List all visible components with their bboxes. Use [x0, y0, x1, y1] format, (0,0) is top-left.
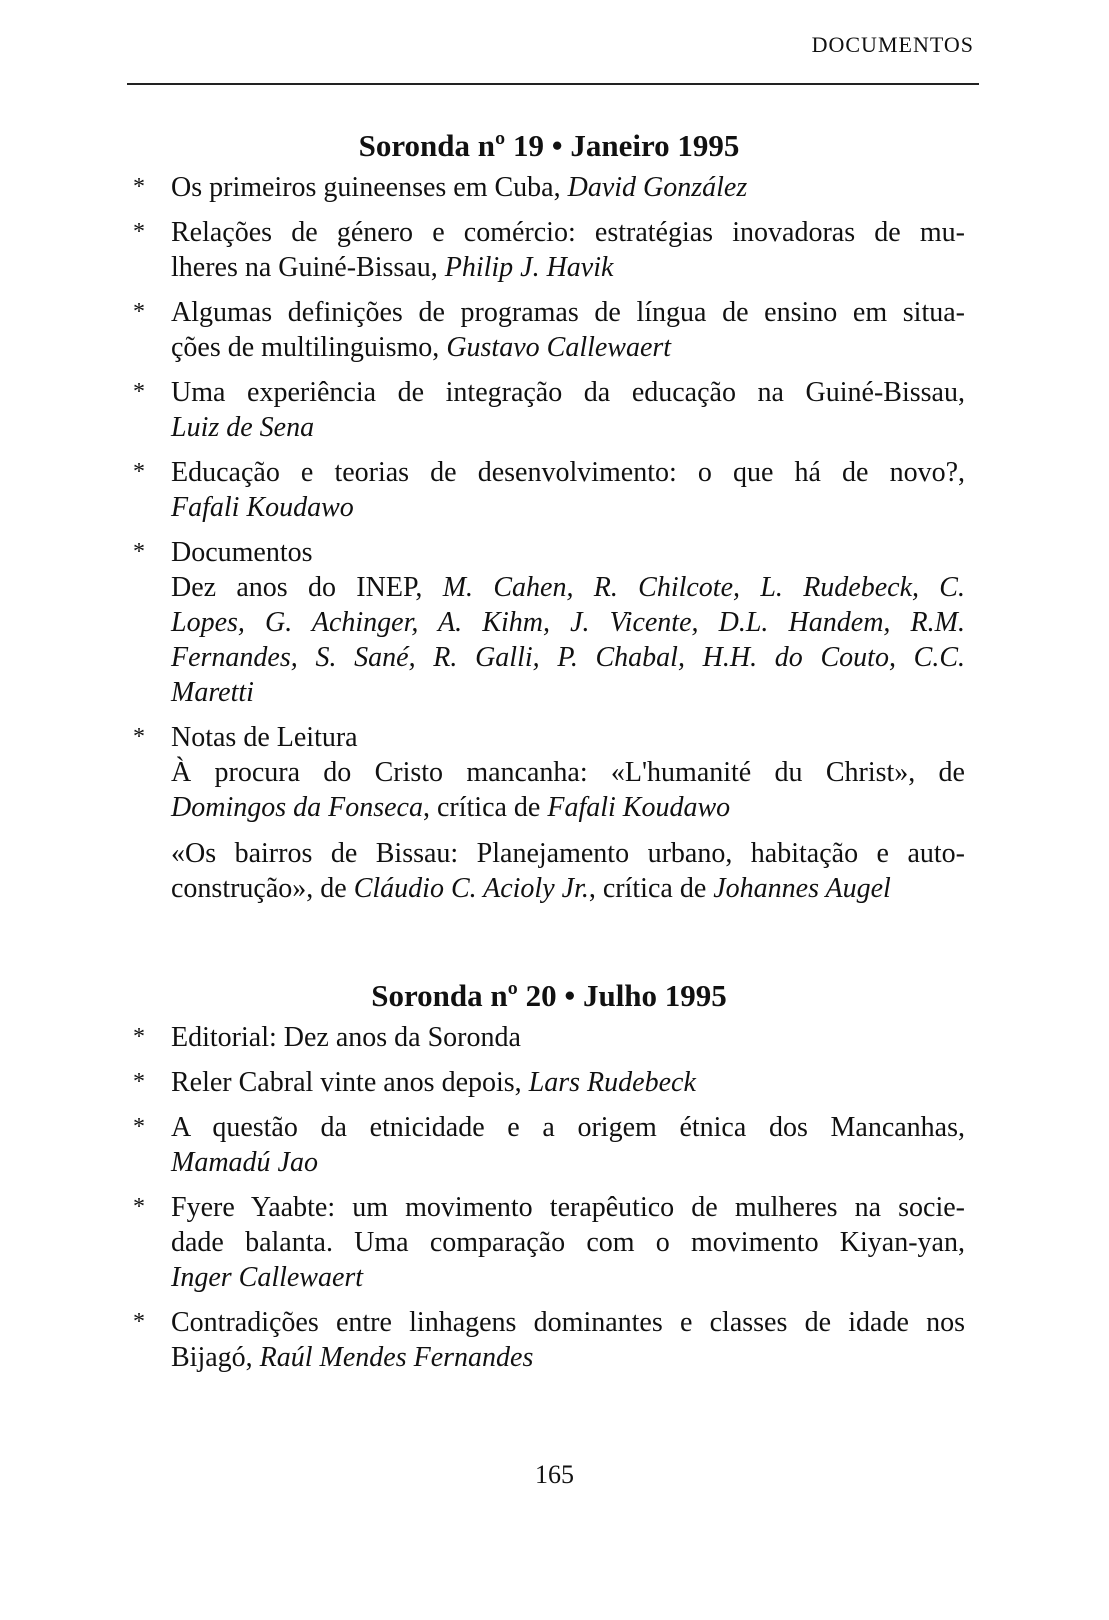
article-title: Editorial: Dez anos da Soronda	[171, 1022, 521, 1053]
text-line	[171, 871, 965, 906]
text-line	[171, 1305, 965, 1340]
author-name: Philip J. Havik	[444, 252, 614, 283]
asterisk-bullet-icon: *	[133, 1024, 145, 1050]
text-line	[171, 640, 965, 675]
author-name: Maretti	[171, 677, 254, 708]
author-name: Fafali Koudawo	[547, 792, 731, 823]
author-name: Domingos da Fonseca	[171, 792, 423, 823]
text-line	[171, 790, 965, 825]
asterisk-bullet-icon: *	[133, 379, 145, 405]
article-title: Contradições entre linhagens dominantes e classes de idade nos	[171, 1307, 965, 1338]
list-item	[133, 295, 965, 365]
article-title: ções de multilinguismo,	[171, 332, 447, 363]
article-title: Os primeiros guineenses em Cuba,	[171, 172, 568, 203]
article-title: Documentos	[171, 537, 313, 568]
article-title: «Os bairros de Bissau: Planejamento urbano, habitação e auto-	[171, 838, 965, 869]
text-line	[171, 490, 965, 525]
author-name: Fernandes, S. Sané, R. Galli, P. Chabal, H.H. do Couto, C.C.	[171, 642, 965, 673]
text-line	[171, 755, 965, 790]
text-line	[171, 1110, 965, 1145]
text-line	[171, 1145, 965, 1180]
text-line	[171, 675, 965, 710]
author-name: Mamadú Jao	[171, 1147, 318, 1178]
author-name: Raúl Mendes Fernandes	[259, 1342, 534, 1373]
asterisk-bullet-icon: *	[133, 1069, 145, 1095]
list-item	[133, 535, 965, 710]
text-line	[171, 1190, 965, 1225]
author-name: Gustavo Callewaert	[446, 332, 672, 363]
text-line	[171, 535, 965, 570]
text-line	[171, 720, 965, 755]
article-title: , crítica de	[422, 792, 548, 823]
list-item	[133, 720, 965, 906]
text-line	[171, 410, 965, 445]
list-item	[133, 375, 965, 445]
issue-title: Soronda nº 20 • Julho 1995	[371, 978, 727, 1013]
text-line	[171, 170, 965, 205]
article-title: Bijagó,	[171, 1342, 260, 1373]
asterisk-bullet-icon: *	[133, 219, 145, 245]
article-title: Uma experiência de integração da educação na Guiné-Bissau,	[171, 377, 965, 408]
list-item	[133, 1020, 965, 1055]
article-title: A questão da etnicidade e a origem étnica dos Mancanhas,	[171, 1112, 965, 1143]
text-line	[171, 836, 965, 871]
article-title: Algumas definições de programas de língua de ensino em situa-	[171, 297, 965, 328]
text-line	[171, 375, 965, 410]
article-title: Notas de Leitura	[171, 722, 358, 753]
text-line	[171, 1020, 965, 1055]
article-title: Dez anos do INEP,	[171, 572, 443, 603]
text-line	[171, 295, 965, 330]
text-line	[171, 455, 965, 490]
asterisk-bullet-icon: *	[133, 724, 145, 750]
article-title: Fyere Yaabte: um movimento terapêutico de mulheres na socie-	[171, 1192, 965, 1223]
asterisk-bullet-icon: *	[133, 1194, 145, 1220]
text-line	[171, 605, 965, 640]
header-rule	[127, 83, 979, 85]
asterisk-bullet-icon: *	[133, 174, 145, 200]
asterisk-bullet-icon: *	[133, 539, 145, 565]
author-name: Lopes, G. Achinger, A. Kihm, J. Vicente, D.L. Handem, R.M.	[171, 607, 965, 638]
author-name: M. Cahen, R. Chilcote, L. Rudebeck, C.	[442, 572, 965, 603]
author-name: Luiz de Sena	[171, 412, 315, 443]
article-title: Relações de género e comércio: estratégias inovadoras de mu-	[171, 217, 965, 248]
article-title: construção», de	[171, 873, 354, 904]
asterisk-bullet-icon: *	[133, 1114, 145, 1140]
list-item	[133, 1190, 965, 1295]
text-line	[171, 1225, 965, 1260]
article-title: dade balanta. Uma comparação com o movimento Kiyan-yan,	[171, 1227, 965, 1258]
article-title: lheres na Guiné-Bissau,	[171, 252, 445, 283]
author-name: Cláudio C. Acioly Jr.	[353, 873, 589, 904]
text-line	[171, 570, 965, 605]
asterisk-bullet-icon: *	[133, 459, 145, 485]
asterisk-bullet-icon: *	[133, 299, 145, 325]
list-item	[133, 170, 965, 205]
issue-section	[133, 126, 965, 916]
page-number: 165	[535, 1460, 574, 1489]
article-title: Educação e teorias de desenvolvimento: o que há de novo?,	[171, 457, 965, 488]
text-line	[171, 330, 965, 365]
text-line	[171, 1340, 965, 1375]
author-name: Inger Callewaert	[171, 1262, 364, 1293]
issue-section	[133, 976, 965, 1385]
article-title: À procura do Cristo mancanha: «L'humanité du Christ», de	[171, 757, 965, 788]
article-title: , crítica de	[588, 873, 714, 904]
text-line	[171, 1065, 965, 1100]
author-name: Lars Rudebeck	[528, 1067, 696, 1098]
list-item	[133, 1305, 965, 1375]
author-name: Johannes Augel	[713, 873, 891, 904]
article-title: Reler Cabral vinte anos depois,	[171, 1067, 529, 1098]
author-name: David González	[567, 172, 748, 203]
text-line	[171, 215, 965, 250]
issue-title: Soronda nº 19 • Janeiro 1995	[358, 128, 740, 163]
author-name: Fafali Koudawo	[171, 492, 354, 523]
running-header: DOCUMENTOS	[811, 32, 974, 57]
list-item	[133, 1110, 965, 1180]
list-item	[133, 1065, 965, 1100]
list-item	[133, 455, 965, 525]
asterisk-bullet-icon: *	[133, 1309, 145, 1335]
list-item	[133, 215, 965, 285]
text-line	[171, 1260, 965, 1295]
text-line	[171, 250, 965, 285]
